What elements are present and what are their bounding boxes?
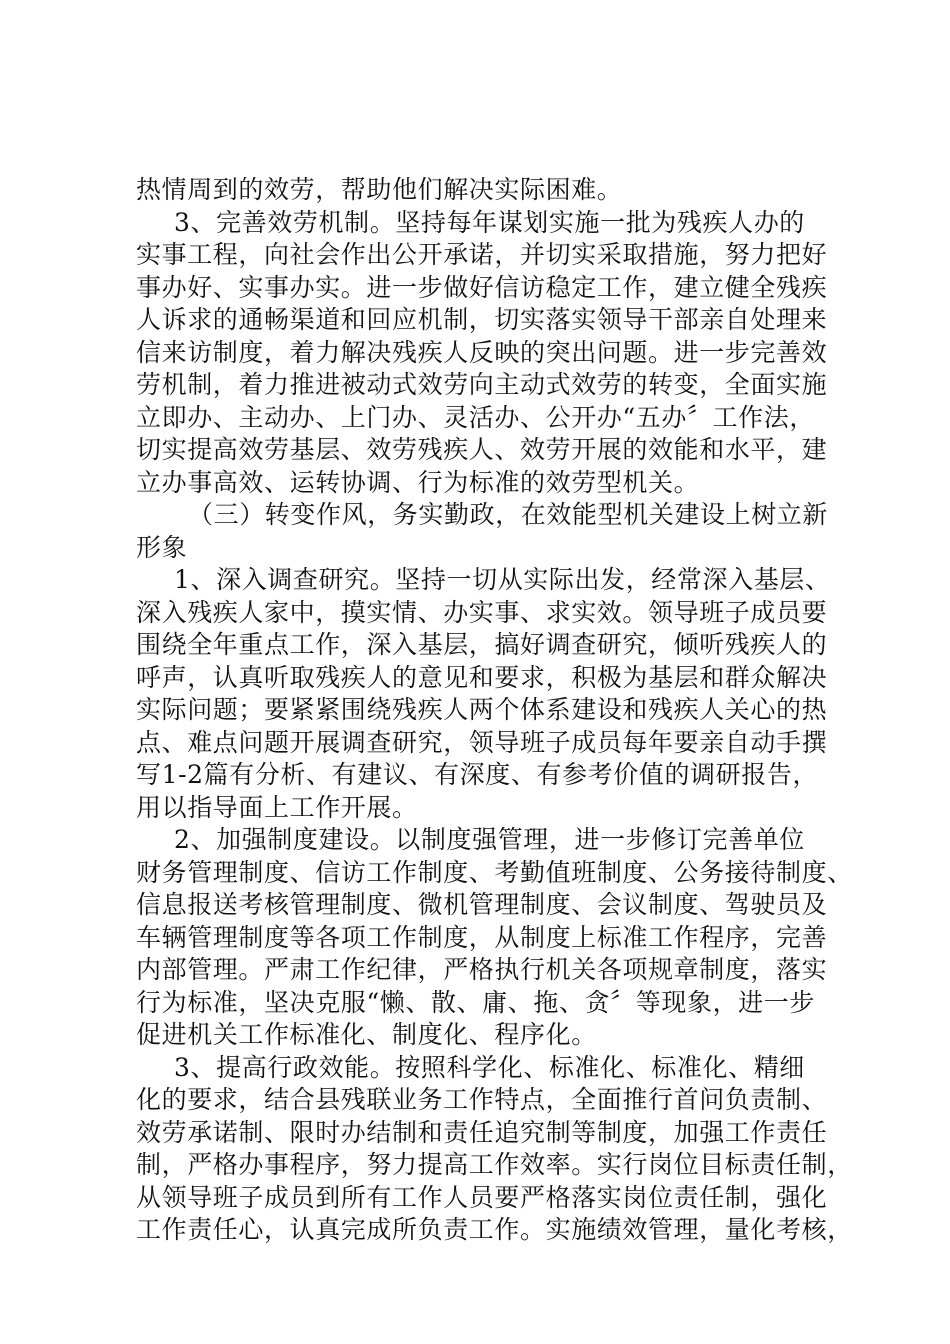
text-line: 3、完善效劳机制。坚持每年谋划实施一批为残疾人办的 [174,207,805,237]
text-line: 车辆管理制度等各项工作制度，从制度上标准工作程序，完善 [136,922,828,952]
section-heading-cont: 形象 [136,532,188,562]
text-line: 实事工程，向社会作出公开承诺，并切实采取措施，努力把好 [136,240,828,269]
text-line: 工作责任心，认真完成所负责工作。实施绩效管理，量化考核， [136,1215,853,1244]
text-line: 立即办、主动办、上门办、灵活办、公开办“五办〞工作法， [136,402,815,432]
text-line: 围绕全年重点工作，深入基层，搞好调查研究，倾听残疾人的 [136,630,828,659]
text-line: 用以指导面上工作开展。 [136,792,418,822]
text-line: 1、深入调查研究。坚持一切从实际出发，经常深入基层、 [174,565,831,594]
text-line: 人诉求的通畅渠道和回应机制，切实落实领导干部亲自处理来 [136,305,828,334]
text-line: 劳机制，着力推进被动式效劳向主动式效劳的转变，全面实施 [136,370,828,399]
text-line: 信来访制度，着力解决残疾人反映的突出问题。进一步完善效 [136,337,828,367]
section-heading: （三）转变作风，务实勤政，在效能型机关建设上树立新 [188,500,829,529]
text-line: 立办事高效、运转协调、行为标准的效劳型机关。 [136,467,700,497]
body-text [136,174,853,1247]
text-line: 效劳承诺制、限时办结制和责任追究制等制度，加强工作责任 [136,1117,828,1147]
text-line: 行为标准，坚决克服“懒、散、庸、拖、贪〞等现象，进一步 [136,987,815,1017]
text-line: 财务管理制度、信访工作制度、考勤值班制度、公务接待制度、 [136,857,853,887]
text-line: 促进机关工作标准化、制度化、程序化。 [136,1020,597,1049]
text-line: 化的要求，结合县残联业务工作特点，全面推行首问负责制、 [136,1085,828,1114]
text-line: 写1-2篇有分析、有建议、有深度、有参考价值的调研报告， [136,760,819,789]
text-line: 实际问题；要紧紧围绕残疾人两个体系建设和残疾人关心的热 [136,695,828,724]
text-line: 切实提高效劳基层、效劳残疾人、效劳开展的效能和水平，建 [136,435,828,464]
text-line: 深入残疾人家中，摸实情、办实事、求实效。领导班子成员要 [136,597,828,627]
text-line: 点、难点问题开展调查研究，领导班子成员每年要亲自动手撰 [136,727,828,757]
text-line: 事办好、实事办实。进一步做好信访稳定工作，建立健全残疾 [136,272,828,302]
text-line: 信息报送考核管理制度、微机管理制度、会议制度、驾驶员及 [136,890,828,919]
text-line: 从领导班子成员到所有工作人员要严格落实岗位责任制，强化 [136,1182,828,1212]
text-line: 2、加强制度建设。以制度强管理，进一步修订完善单位 [174,825,805,854]
text-line: 呼声，认真听取残疾人的意见和要求，积极为基层和群众解决 [136,662,828,692]
text-line: 内部管理。严肃工作纪律，严格执行机关各项规章制度，落实 [136,955,828,984]
text-line: 3、提高行政效能。按照科学化、标准化、标准化、精细 [174,1052,805,1082]
text-line: 制，严格办事程序，努力提高工作效率。实行岗位目标责任制， [136,1150,853,1179]
text-line: 热情周到的效劳，帮助他们解决实际困难。 [136,175,623,204]
